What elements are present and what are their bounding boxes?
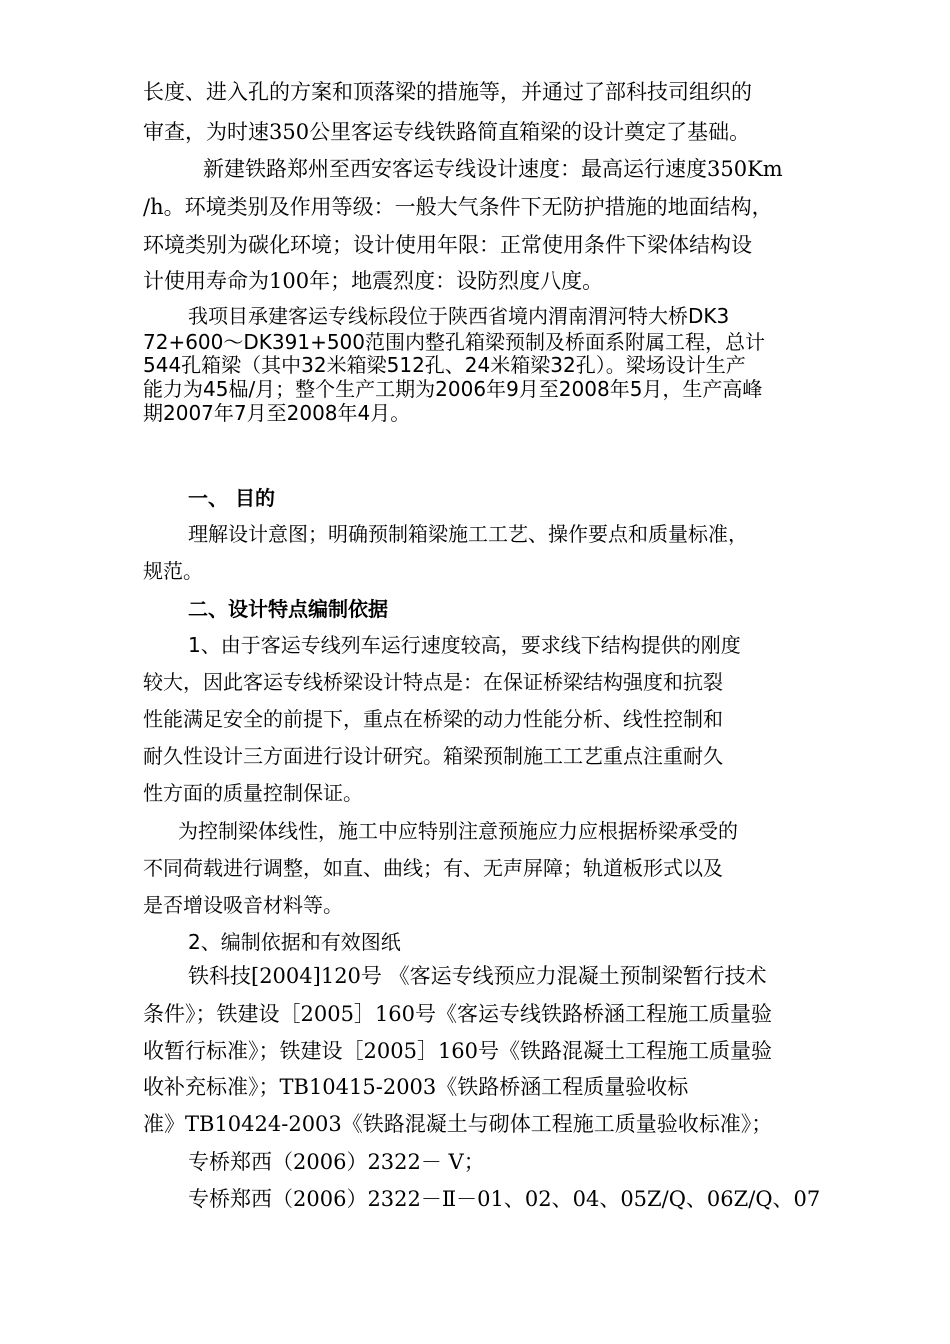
- text-line: 不同荷载进行调整，如直、曲线；有、无声屏障；轨道板形式以及: [143, 856, 723, 880]
- text-line: 专桥郑西（2006）2322－Ⅱ－01、02、04、05Z/Q、06Z/Q、07: [188, 1187, 821, 1211]
- text-line: 条件》；铁建设［2005］160号《客运专线铁路桥涵工程施工质量验: [143, 1002, 773, 1026]
- text-line: 2、编制依据和有效图纸: [188, 930, 401, 954]
- text-line: 审查，为时速350公里客运专线铁路简直箱梁的设计奠定了基础。: [143, 120, 751, 144]
- text-line: 期2007年7月至2008年4月。: [143, 401, 411, 425]
- text-line: 耐久性设计三方面进行设计研究。箱梁预制施工工艺重点注重耐久: [143, 744, 723, 768]
- text-line: 性方面的质量控制保证。: [143, 781, 363, 805]
- text-line: 环境类别为碳化环境；设计使用年限：正常使用条件下梁体结构设: [143, 233, 752, 257]
- text-line: 较大，因此客运专线桥梁设计特点是：在保证桥梁结构强度和抗裂: [143, 670, 723, 694]
- section-heading: 一、 目的: [188, 486, 275, 510]
- text-line: 收补充标准》；TB10415-2003《铁路桥涵工程质量验收标: [143, 1075, 689, 1099]
- text-line: 理解设计意图；明确预制箱梁施工工艺、操作要点和质量标准，: [188, 522, 748, 546]
- text-line: 准》TB10424-2003《铁路混凝土与砌体工程施工质量验收标准》；: [143, 1112, 773, 1136]
- section-heading: 二、设计特点编制依据: [188, 597, 388, 621]
- text-line: /h。环境类别及作用等级：一般大气条件下无防护措施的地面结构，: [143, 195, 773, 219]
- text-line: 为控制梁体线性，施工中应特别注意预施应力应根据桥梁承受的: [178, 819, 738, 843]
- text-line: 新建铁路郑州至西安客运专线设计速度：最高运行速度350Km: [203, 157, 783, 181]
- text-line: 72+600～DK391+500范围内整孔箱梁预制及桥面系附属工程，总计: [143, 330, 766, 354]
- text-line: 收暂行标准》；铁建设［2005］160号《铁路混凝土工程施工质量验: [143, 1039, 773, 1063]
- text-line: 是否增设吸音材料等。: [143, 893, 343, 917]
- text-line: 计使用寿命为100年；地震烈度：设防烈度八度。: [143, 269, 604, 293]
- text-line: 性能满足安全的前提下，重点在桥梁的动力性能分析、线性控制和: [143, 707, 723, 731]
- text-line: 铁科技[2004]120号 《客运专线预应力混凝土预制梁暂行技术: [188, 964, 767, 988]
- text-line: 长度、进入孔的方案和顶落梁的措施等，并通过了部科技司组织的: [143, 80, 752, 104]
- text-line: 1、由于客运专线列车运行速度较高，要求线下结构提供的刚度: [188, 633, 741, 657]
- text-line: 规范。: [143, 559, 203, 583]
- text-line: 专桥郑西（2006）2322－ Ⅴ；: [188, 1150, 485, 1174]
- text-line: 544孔箱梁（其中32米箱梁512孔、24米箱梁32孔）。梁场设计生产: [143, 353, 746, 377]
- text-line: 能力为45榀/月；整个生产工期为2006年9月至2008年5月，生产高峰: [143, 377, 763, 401]
- text-line: 我项目承建客运专线标段位于陕西省境内渭南渭河特大桥DK3: [188, 304, 730, 328]
